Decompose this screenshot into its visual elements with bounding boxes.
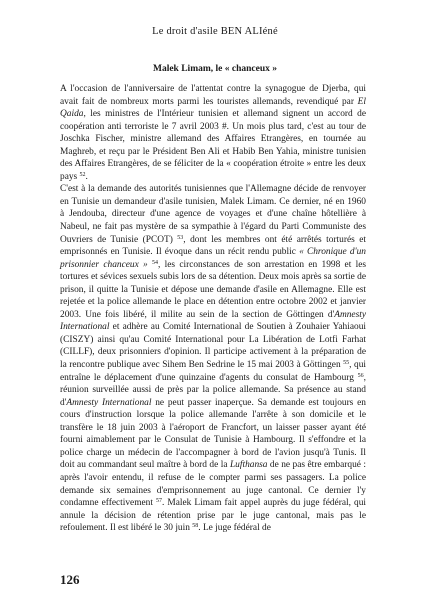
- text-run: , dont les membres ont été arrêtés torturés et emprisonnés en Tunisie. Il évoque dans un récit rendu public: [60, 234, 366, 258]
- text-run: . Le juge fédéral de: [198, 523, 271, 534]
- footnote-ref: 55: [343, 360, 350, 367]
- text-run: et adhère au Comité International de Soutien à Zouhaier Yahiaoui (CISZY) ainsi qu'au Comité International pour La Libération de Lotfi Farhat (CILLF), deux prisonniers d'opinion. Il participe activement à la préparation de la rencontre publique avec Sihem Ben Sedrine le 15 mai 2003 à Göttingen: [60, 322, 366, 371]
- italic-run: Amnesty International: [60, 309, 366, 333]
- text-run: .: [85, 171, 88, 182]
- italic-run: « Chronique d'un prisonnier chanceux »: [60, 247, 366, 270]
- footnote-ref: 53: [177, 234, 184, 241]
- text-run: A l'occasion de l'anniversaire de l'attentat contre la synagogue de Djerba, qui avait fait de nombreux morts parmi les touristes allemands, revendiqué par: [60, 84, 366, 107]
- section-title: Malek Limam, le « chanceux »: [152, 64, 277, 74]
- text-run: de ne pas être embarqué : après l'avoir entendu, il refuse de le compter parmi ses passagers. La police demande six semaines d'emprisonnement au juge cantonal. Ce dernier l'y condamne effectivement: [60, 460, 366, 509]
- italic-run: El Qaida: [60, 96, 366, 120]
- text-run: , les circonstances de son arrestation en 1998 et les tortures et sévices sexuels subis lors de sa détention. Deux mois après sa sortie de prison, il quitte la Tunisie et dépose une demande d'asile en Allemagne. Elle est rejetée et la police allemande le place en détention entre octobre 2002 et janvier 2003. Une fois libéré, il milite au sein de la section de Göttingen d': [60, 259, 366, 320]
- footnote-ref: 52: [79, 171, 86, 178]
- text-run: , qui entraîne le déplacement d'une quinzaine d'agents du consulat de Hambourg: [60, 360, 366, 383]
- footnote-ref: 58: [192, 523, 199, 530]
- page-number: 126: [60, 572, 80, 587]
- footnote-ref: 56: [357, 372, 364, 379]
- text-run: C'est à la demande des autorités tunisiennes que l'Allemagne décide de renvoyer en Tunisie un demandeur d'asile tunisien, Malek Limam. Ce dernier, né en 1960 à Jendouba, directeur d'une agence de voyages et d'une chaîne hôtellière à Nabeul, ne fait pas mystère de sa sympathie à l'égard du Parti Communiste des Ouvriers de Tunisie (PCOT): [60, 184, 366, 245]
- text-run: ne peut passer inaperçue. Sa demande est toujours en cours d'instruction lorsque la police allemande l'arrête à son domicile et le transfère le 18 juin 2003 à l'aéroport de Francfort, un laisser passer ayant été fourni aimablement par le Consulat de Tunisie à Hambourg. Il s'effondre et la police charge un médecin de l'accompagner à bord de l'avion jusqu'à Tunis. Il doit au commandant seul maître à bord de la: [60, 397, 366, 471]
- paragraph-2: [60, 183, 366, 534]
- body-text: [60, 83, 366, 535]
- footnote-ref: 57: [156, 498, 162, 505]
- running-head: Le droit d'asile BEN ALIéné: [152, 26, 278, 37]
- italic-run: Lufthansa: [229, 460, 268, 471]
- italic-run: Amnesty International: [66, 397, 152, 408]
- paragraph-1: [60, 83, 366, 183]
- footnote-ref: 54: [152, 259, 158, 266]
- text-run: . Malek Limam fait appel auprès du juge fédéral, qui annule la décision de rétention prise par le juge cantonal, mais pas le refoulement. Il est libéré le 30 juin: [60, 498, 366, 534]
- text-run: , les ministres de l'Intérieur tunisien et allemand signent un accord de coopération anti terroriste le 7 avril 2003 #. Un mois plus tard, c'est au tour de Joschka Fischer, ministre allemand des Affaires Etrangères, en tournée au Maghreb, et reçu par le Président Ben Ali et Habib Ben Yahia, ministre tunisien des Affaires Etrangères, de se féliciter de la « coopération étroite » entre les deux pays: [60, 109, 366, 182]
- text-run: , réunion surveillée aussi de près par la police allemande. Sa présence au stand d': [60, 372, 366, 408]
